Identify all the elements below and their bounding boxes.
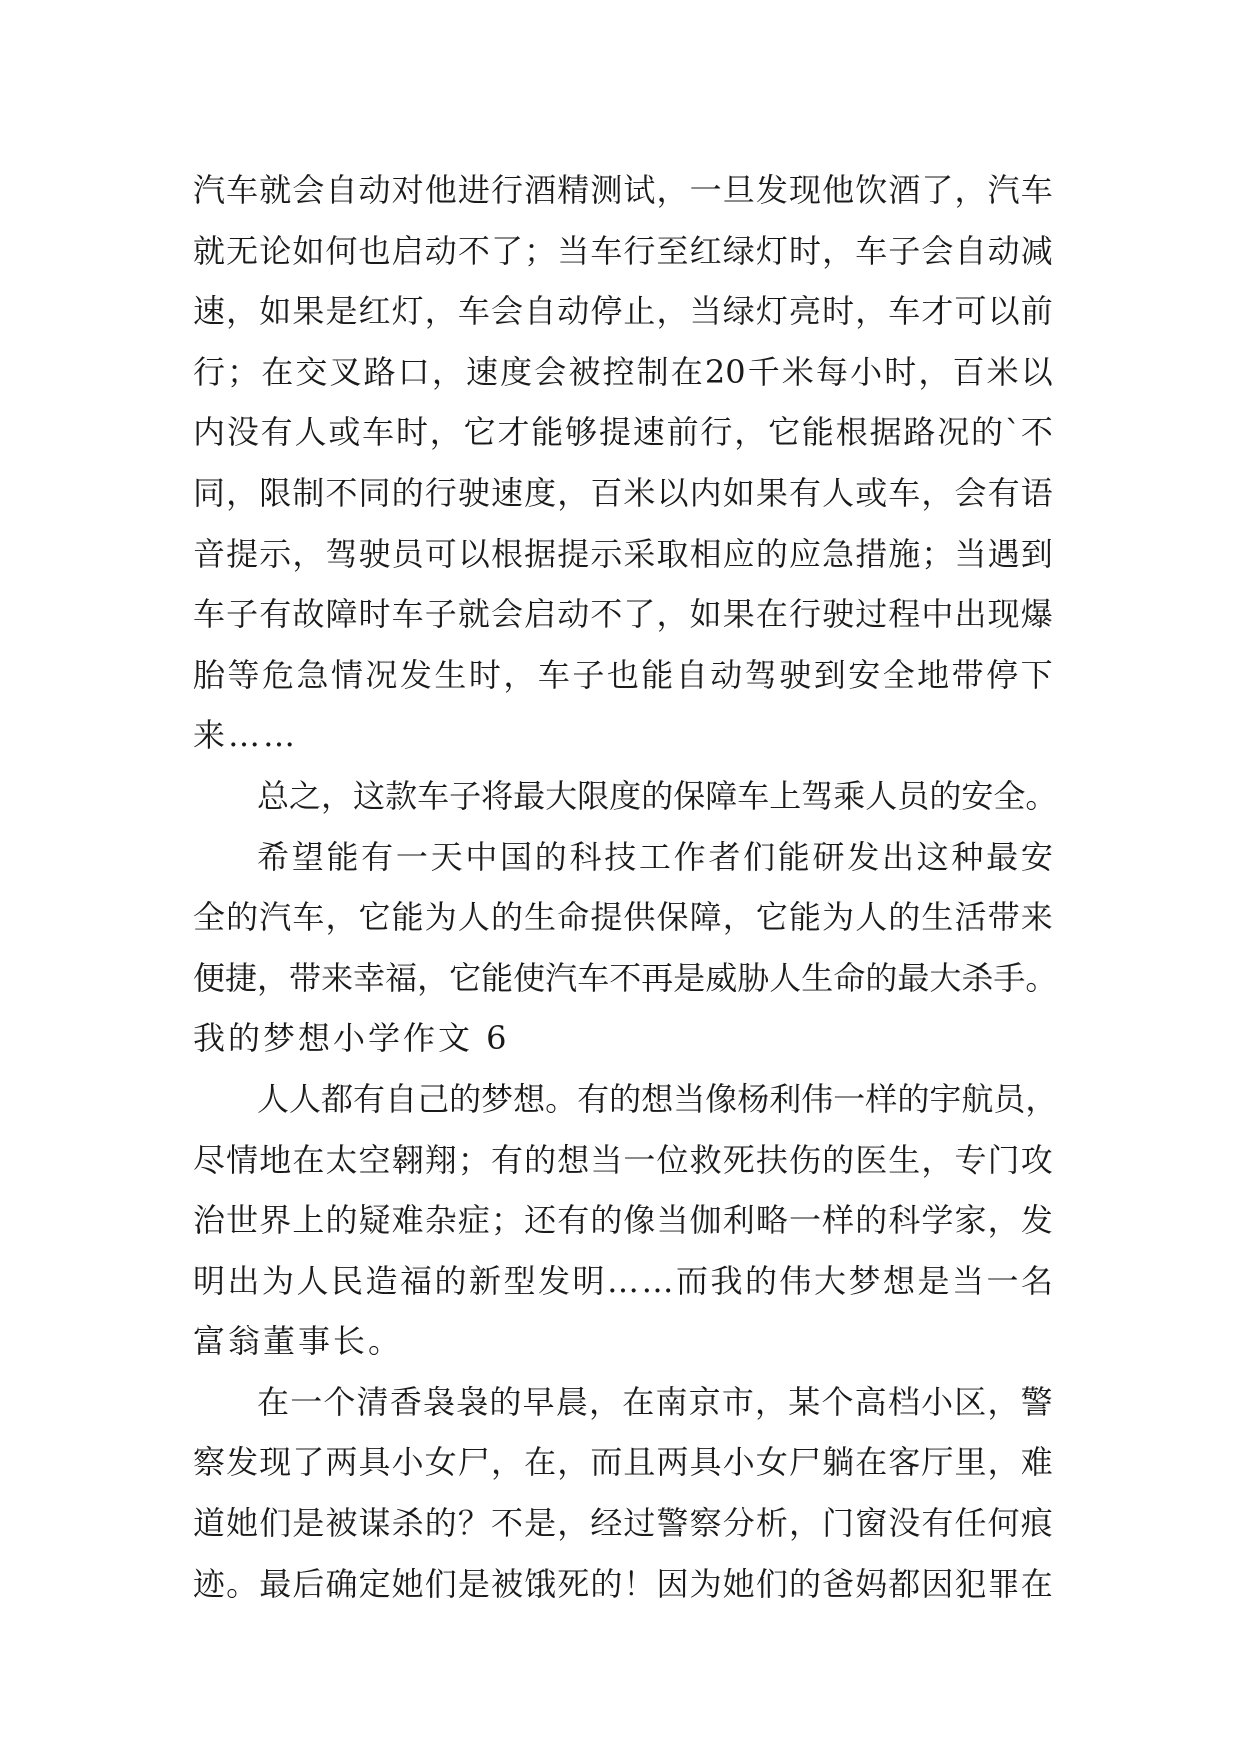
text-line: 行 ； 在 交 叉 路 口 ， 速 度 会 被 控 制 在 20 千 米 每 小 时 ， 百 米 以 <box>193 352 1053 391</box>
text-line: 总 之 ， 这 款 车 子 将 最 大 限 度 的 保 障 车 上 驾 乘 人 员 的 安 全 。 <box>257 776 1058 815</box>
text-line: 速 ， 如 果 是 红 灯 ， 车 会 自 动 停 止 ， 当 绿 灯 亮 时 ， 车 才 可 以 前 <box>193 292 1053 331</box>
text-line: 来…… <box>193 716 299 755</box>
text-line: 迹 。 最 后 确 定 她 们 是 被 饿 死 的 ！ 因 为 她 们 的 爸 妈 都 因 犯 罪 在 <box>193 1564 1053 1603</box>
document-page <box>193 160 1058 1614</box>
text-line: 全 的 汽 车 ， 它 能 为 人 的 生 命 提 供 保 障 ， 它 能 为 人 的 生 活 带 来 <box>193 898 1053 937</box>
text-line: 就 无 论 如 何 也 启 动 不 了 ； 当 车 行 至 红 绿 灯 时 ， 车 子 会 自 动 减 <box>193 231 1053 270</box>
text-line: 富翁董事长。 <box>193 1322 404 1361</box>
text-line: 希 望 能 有 一 天 中 国 的 科 技 工 作 者 们 能 研 发 出 这 种 最 安 <box>257 837 1053 876</box>
text-line: 明 出 为 人 民 造 福 的 新 型 发 明 … … 而 我 的 伟 大 梦 想 是 当 一 名 <box>193 1261 1053 1300</box>
text-line: 治 世 界 上 的 疑 难 杂 症 ； 还 有 的 像 当 伽 利 略 一 样 的 科 学 家 ， 发 <box>193 1201 1053 1240</box>
text-line: 察 发 现 了 两 具 小 女 尸 ， 在 ， 而 且 两 具 小 女 尸 躺 在 客 厅 里 ， 难 <box>193 1443 1053 1482</box>
text-line: 尽 情 地 在 太 空 翱 翔 ； 有 的 想 当 一 位 救 死 扶 伤 的 医 生 ， 专 门 攻 <box>193 1140 1053 1179</box>
text-line: 汽 车 就 会 自 动 对 他 进 行 酒 精 测 试 ， 一 旦 发 现 他 饮 酒 了 ， 汽 车 <box>193 171 1053 209</box>
text-line: 车 子 有 故 障 时 车 子 就 会 启 动 不 了 ， 如 果 在 行 驶 过 程 中 出 现 爆 <box>193 595 1053 634</box>
text-line: 同 ， 限 制 不 同 的 行 驶 速 度 ， 百 米 以 内 如 果 有 人 或 车 ， 会 有 语 <box>193 473 1053 512</box>
text-line: 道 她 们 是 被 谋 杀 的 ？ 不 是 ， 经 过 警 察 分 析 ， 门 窗 没 有 任 何 痕 <box>193 1504 1053 1543</box>
text-line: 音 提 示 ， 驾 驶 员 可 以 根 据 提 示 采 取 相 应 的 应 急 措 施 ； 当 遇 到 <box>193 534 1053 573</box>
text-line: 在 一 个 清 香 袅 袅 的 早 晨 ， 在 南 京 市 ， 某 个 高 档 小 区 ， 警 <box>257 1382 1053 1421</box>
text-line: 我的梦想小学作文 6 <box>193 1019 510 1058</box>
text-line: 胎 等 危 急 情 况 发 生 时 ， 车 子 也 能 自 动 驾 驶 到 安 全 地 带 停 下 <box>193 655 1053 694</box>
text-line: 便 捷 ， 带 来 幸 福 ， 它 能 使 汽 车 不 再 是 威 胁 人 生 命 的 最 大 杀 手 。 <box>193 958 1058 997</box>
text-line: 内 没 有 人 或 车 时 ， 它 才 能 够 提 速 前 行 ， 它 能 根 据 路 况 的 `不 <box>193 413 1053 452</box>
text-line: 人 人 都 有 自 己 的 梦 想 。 有 的 想 当 像 杨 利 伟 一 样 的 宇 航 员 ， <box>257 1079 1058 1118</box>
